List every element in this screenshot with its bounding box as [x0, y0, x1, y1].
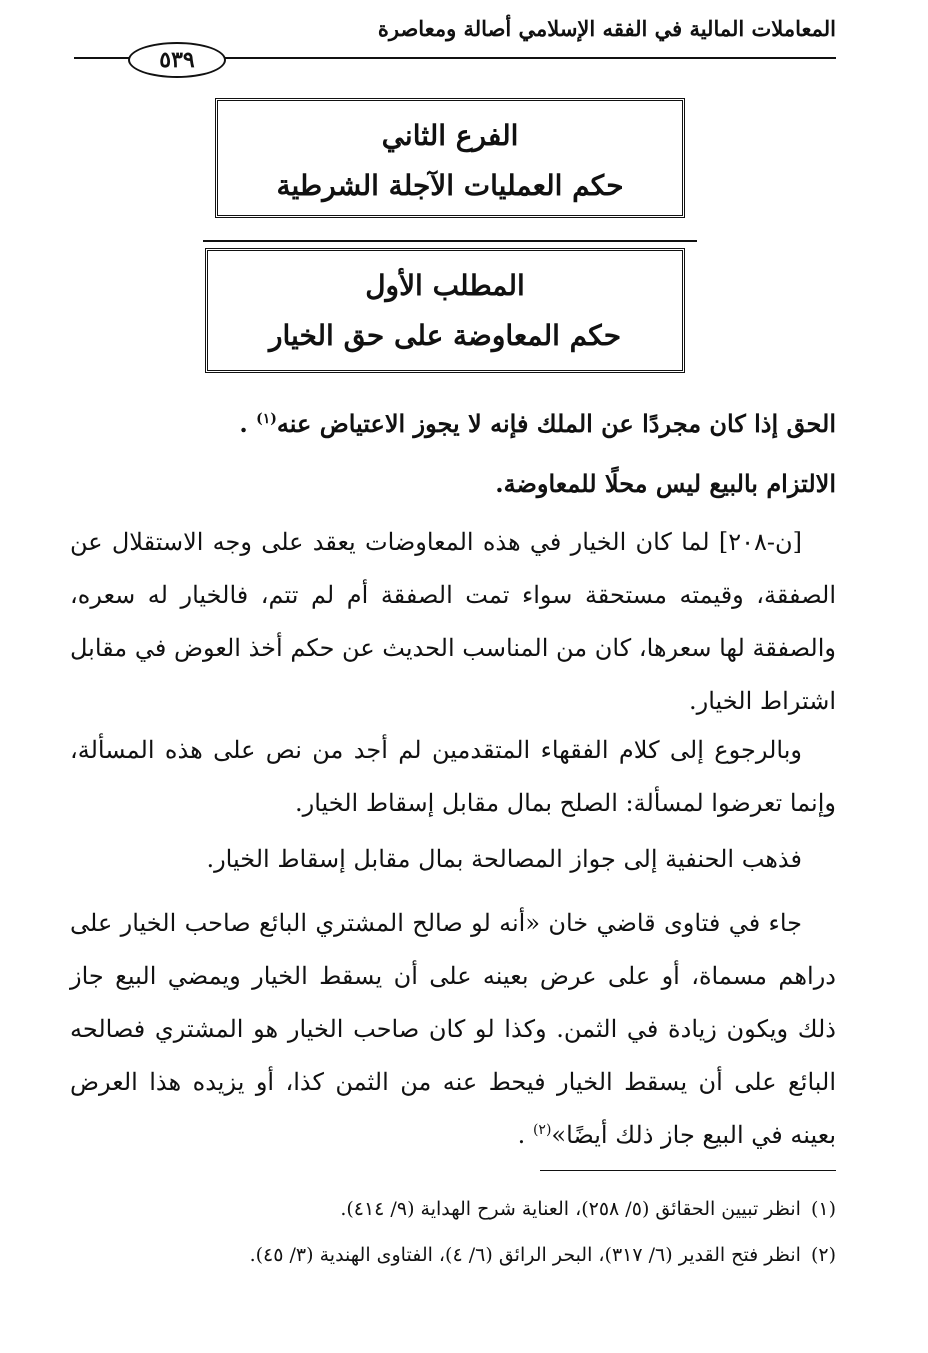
- section-subtitle: حكم المعاوضة على حق الخيار: [268, 319, 622, 352]
- header-rule: [168, 57, 836, 59]
- body-paragraph: وبالرجوع إلى كلام الفقهاء المتقدمين لم أجد من نص على هذه المسألة، وإنما تعرضوا لمسألة: الصلح بمال مقابل إسقاط الخيار.: [70, 736, 836, 817]
- footnote-number: (١): [810, 1198, 836, 1220]
- footnote-ref[interactable]: (٢): [532, 1122, 552, 1138]
- body-paragraph: [ن-٢٠٨] لما كان الخيار في هذه المعاوضات يعقد على وجه الاستقلال عن الصفقة، وقيمته مستحقة سواء تمت الصفقة أم لم تتم، فالخيار له سعره، والصفقة لها سعرها، كان من المناسب الحديث عن حكم أخذ العوض في مقابل اشتراط الخيار.: [70, 528, 836, 715]
- footnote: [70, 1232, 836, 1278]
- branch-title: الفرع الثاني: [381, 119, 519, 152]
- heading-divider: [203, 240, 697, 242]
- page-number: ٥٣٩: [128, 42, 226, 78]
- rule-statement: الالتزام بالبيع ليس محلًا للمعاوضة.: [495, 469, 836, 498]
- header-rule-left: [74, 57, 130, 59]
- footnote-separator: [540, 1170, 836, 1171]
- footnote-text: انظر تبيين الحقائق (٥/ ٢٥٨)، العناية شرح الهداية (٩/ ٤١٤).: [340, 1198, 801, 1220]
- footnote-number: (٢): [810, 1244, 836, 1266]
- section-title: المطلب الأول: [365, 269, 525, 302]
- footnote-text: انظر فتح القدير (٦/ ٣١٧)، البحر الرائق (٦/ ٤)، الفتاوى الهندية (٣/ ٤٥).: [249, 1244, 801, 1266]
- branch-heading-frame: [215, 98, 685, 218]
- rule-statement: الحق إذا كان مجردًا عن الملك فإنه لا يجوز الاعتياض عنه$^{(١)}$ .: [239, 409, 836, 438]
- quote-paragraph: جاء في فتاوى قاضي خان «أنه لو صالح المشتري البائع صاحب الخيار على دراهم مسماة، أو على عرض بعينه على أن يسقط الخيار ويمضي البيع جاز ذلك ويكون زيادة في الثمن. وكذا لو كان صاحب الخيار هو المشتري فصالحه البائع على أن يسقط الخيار فيحط عنه من الثمن كذا، أو يزيده هذا العرض بعينه في البيع جاز ذلك أيضًا»$^{(٢)}$ .: [70, 909, 836, 1149]
- branch-subtitle: حكم العمليات الآجلة الشرطية: [276, 169, 624, 202]
- running-title: المعاملات المالية في الفقه الإسلامي أصالة ومعاصرة: [377, 16, 836, 41]
- footnote-ref[interactable]: (١): [256, 411, 277, 427]
- body-paragraph: فذهب الحنفية إلى جواز المصالحة بمال مقابل إسقاط الخيار.: [206, 845, 802, 873]
- section-heading-frame: [205, 248, 685, 373]
- footnotes: [70, 1186, 836, 1278]
- footnote: [70, 1186, 836, 1232]
